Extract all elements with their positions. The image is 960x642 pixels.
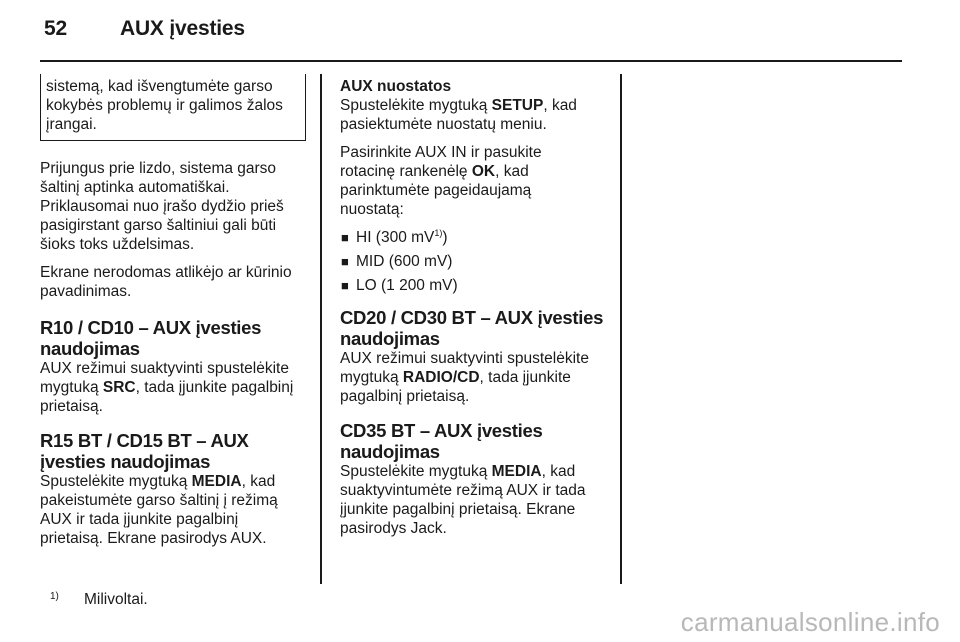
text-line: , kad [541,463,576,480]
heading-line: R15 BT / CD15 BT – AUX [40,430,249,451]
text-line: Ekrane nerodomas atlikėjo ar kūrinio [40,264,292,281]
button-name-src: SRC [102,379,136,396]
text-line: pavadinimas. [40,283,132,300]
text-line: suaktyvintumėte režimą AUX ir tada [340,482,586,499]
footnote-reference: 1) [434,227,443,238]
text-line: Spustelėkite mygtuką [40,473,192,490]
page-header [44,17,245,41]
bullet-icon: ■ [341,254,349,269]
text-line: pakeistumėte garso šaltinį į režimą [40,492,278,509]
list-item-lo [340,276,610,295]
text-line: , kad [241,473,276,490]
notice-box [40,74,306,141]
text-line: AUX režimui suaktyvinti spustelėkite [40,360,289,377]
list-item-hi [340,228,610,247]
bullet-icon: ■ [341,230,349,245]
button-name-ok: OK [471,163,496,180]
column-divider-right [620,74,622,584]
text-line: įjunkite pagalbinį prietaisą. Ekrane [340,501,576,518]
left-column [40,77,306,557]
paragraph-auto-detect [40,159,306,254]
button-name-media: MEDIA [491,463,542,480]
text-line: parinktumėte pageidaujamą [340,182,532,199]
list-item-text: ) [442,229,448,246]
column-divider-left [320,74,322,584]
button-name-setup: SETUP [491,97,544,114]
list-item-text: LO (1 200 mV) [356,277,458,294]
paragraph-cd35 [340,462,610,538]
text-line: Spustelėkite mygtuką [340,463,492,480]
text-line: pasirodys Jack. [340,520,447,537]
paragraph-r10 [40,359,306,416]
notice-text: sistemą, kad išvengtumėte garso kokybės problemų ir galimos žalos įrangai. [46,78,283,133]
header-rule [40,60,902,62]
paragraph-setup [340,96,610,134]
heading-cd35 [340,420,610,462]
heading-line: CD35 BT – AUX įvesties [340,420,543,441]
text-line: , tada įjunkite [479,369,571,386]
button-name-media: MEDIA [191,473,242,490]
paragraph-r15 [40,472,306,548]
paragraph-select [340,143,610,219]
text-line: šaltinį aptinka automatiškai. [40,179,230,196]
footnote-mark: 1) [50,591,59,602]
button-name-radio-cd: RADIO/CD [402,369,480,386]
text-line: pagalbinį prietaisą. [340,388,470,405]
text-line: Prijungus prie lizdo, sistema garso [40,160,277,177]
text-line: mygtuką [40,379,103,396]
watermark: carmanualsonline.info [680,607,940,637]
list-item-text: HI (300 mV [356,229,435,246]
heading-line: naudojimas [340,441,440,462]
text-line: mygtuką [340,369,403,386]
list-item-text: MID (600 mV) [356,253,453,270]
text-line: Spustelėkite mygtuką [340,97,492,114]
footnote [50,591,148,609]
text-line: nuostatą: [340,201,404,218]
paragraph-no-title [40,263,306,301]
heading-line: įvesties naudojimas [40,451,211,472]
middle-column [340,77,610,547]
text-line: pasiektumėte nuostatų meniu. [340,116,547,133]
text-line: Pasirinkite AUX IN ir pasukite [340,144,542,161]
page-title: AUX įvesties [120,17,245,40]
text-line: AUX ir tada įjunkite pagalbinį [40,511,239,528]
heading-line: CD20 / CD30 BT – AUX įvesties [340,307,604,328]
heading-cd20 [340,307,610,349]
text-line: Priklausomai nuo įrašo dydžio prieš [40,198,284,215]
heading-line: naudojimas [40,338,140,359]
heading-r10 [40,317,306,359]
text-line: , kad [495,163,529,180]
text-line: , tada įjunkite pagalbinį [135,379,294,396]
text-line: prietaisą. Ekrane pasirodys AUX. [40,530,267,547]
text-line: prietaisą. [40,398,103,415]
text-line: rotacinę rankenėlę [340,163,472,180]
text-line: pasigirstant garso šaltiniui gali būti [40,217,277,234]
text-line: šioks toks uždelsimas. [40,236,195,253]
heading-aux-settings: AUX nuostatos [340,78,452,95]
paragraph-cd20 [340,349,610,406]
page-number: 52 [44,17,67,40]
text-line: AUX režimui suaktyvinti spustelėkite [340,350,589,367]
heading-r15 [40,430,306,472]
footnote-text: Milivoltai. [84,591,148,608]
settings-list [340,228,610,295]
heading-line: naudojimas [340,328,440,349]
bullet-icon: ■ [341,278,349,293]
list-item-mid [340,252,610,271]
text-line: , kad [543,97,577,114]
heading-line: R10 / CD10 – AUX įvesties [40,317,262,338]
